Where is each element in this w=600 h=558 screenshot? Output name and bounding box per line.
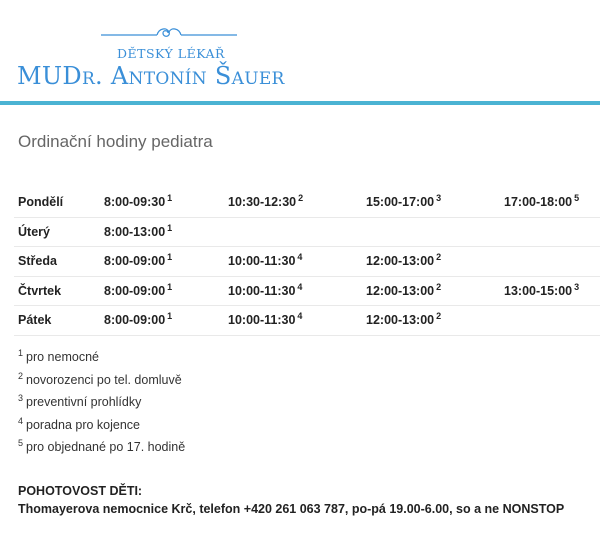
footnote-ref: 4 <box>297 281 303 292</box>
schedule-row <box>14 276 600 306</box>
schedule-row <box>14 217 600 247</box>
footnote-text: novorozenci po tel. domluvě <box>26 372 182 387</box>
time-slot <box>500 217 600 247</box>
schedule-row <box>14 188 600 217</box>
page-title: Ordinační hodiny pediatra <box>18 132 213 151</box>
footnote-ref: 2 <box>298 193 304 204</box>
emergency-heading: POHOTOVOST DĚTI: <box>18 484 143 498</box>
logo-title: MUDr. Antonín Šauer <box>17 62 285 90</box>
site-header <box>0 0 600 100</box>
footnote-ref: 2 <box>436 311 442 322</box>
time-range: 13:00-15:00 <box>504 283 573 298</box>
logo-ornament-icon <box>99 24 239 42</box>
footnote-item <box>18 370 185 396</box>
time-slot <box>500 306 600 336</box>
office-hours-table <box>14 188 600 336</box>
time-range: 10:00-11:30 <box>228 283 296 298</box>
footnote-ref: 1 <box>167 222 173 233</box>
footnote-ref: 3 <box>436 193 442 204</box>
time-slot <box>224 188 362 217</box>
time-range: 10:30-12:30 <box>228 195 297 210</box>
time-slot <box>224 247 362 277</box>
time-range: 15:00-17:00 <box>366 195 435 210</box>
footnote-ref: 1 <box>167 193 173 204</box>
day-label: Čtvrtek <box>14 276 100 306</box>
footnote-number: 3 <box>18 393 24 403</box>
footnote-text: pro nemocné <box>26 350 99 364</box>
day-label: Úterý <box>14 217 100 247</box>
time-slot <box>362 306 500 336</box>
schedule-row <box>14 247 600 277</box>
time-range: 17:00-18:00 <box>504 195 573 210</box>
time-range: 8:00-09:30 <box>104 195 166 210</box>
time-slot <box>500 247 600 277</box>
header-divider <box>0 101 600 105</box>
footnote-text: preventivní prohlídky <box>26 395 142 409</box>
time-slot <box>362 276 500 306</box>
time-slot <box>362 217 500 247</box>
day-label: Středa <box>14 247 100 277</box>
time-range: 12:00-13:00 <box>366 283 435 298</box>
footnote-number: 5 <box>18 438 24 448</box>
emergency-text: Thomayerova nemocnice Krč, telefon +420 261 063 787, po-pá 19.00-6.00, so a ne NONSTOP <box>18 502 565 516</box>
time-range: 10:00-11:30 <box>228 313 296 328</box>
time-slot <box>100 276 224 306</box>
time-slot <box>224 276 362 306</box>
footnote-number: 4 <box>18 415 24 426</box>
footnote-number: 2 <box>18 370 24 381</box>
footnote-item <box>18 440 185 463</box>
time-range: 8:00-09:00 <box>104 283 166 298</box>
footnotes <box>18 350 185 463</box>
footnote-ref: 2 <box>436 281 442 292</box>
footnote-item <box>18 415 185 441</box>
emergency-info <box>18 482 564 518</box>
time-slot <box>362 247 500 277</box>
footnote-text: pro objednané po 17. hodině <box>26 440 186 454</box>
time-slot <box>100 306 224 336</box>
time-range: 10:00-11:30 <box>228 254 296 269</box>
time-slot <box>224 217 362 247</box>
footnote-ref: 1 <box>167 281 173 292</box>
footnote-number: 1 <box>18 348 24 358</box>
time-slot <box>100 247 224 277</box>
footnote-item <box>18 350 185 373</box>
footnote-ref: 1 <box>167 311 173 322</box>
time-slot <box>500 276 600 306</box>
footnote-text: poradna pro kojence <box>26 417 140 432</box>
logo-subtitle: DĚTSKÝ LÉKAŘ <box>117 46 225 61</box>
schedule-row <box>14 306 600 336</box>
time-slot <box>362 188 500 217</box>
time-range: 8:00-13:00 <box>104 224 166 239</box>
time-range: 8:00-09:00 <box>104 313 166 328</box>
footnote-ref: 4 <box>297 311 303 322</box>
day-label: Pondělí <box>14 188 100 217</box>
time-slot <box>100 188 224 217</box>
time-slot <box>100 217 224 247</box>
time-range: 12:00-13:00 <box>366 254 435 269</box>
footnote-item <box>18 395 185 418</box>
time-range: 8:00-09:00 <box>104 254 166 269</box>
footnote-ref: 4 <box>297 252 303 263</box>
time-slot <box>224 306 362 336</box>
time-range: 12:00-13:00 <box>366 313 435 328</box>
footnote-ref: 2 <box>436 252 442 263</box>
footnote-ref: 3 <box>574 281 580 292</box>
time-slot <box>500 188 600 217</box>
day-label: Pátek <box>14 306 100 336</box>
footnote-ref: 1 <box>167 252 173 263</box>
footnote-ref: 5 <box>574 193 580 204</box>
